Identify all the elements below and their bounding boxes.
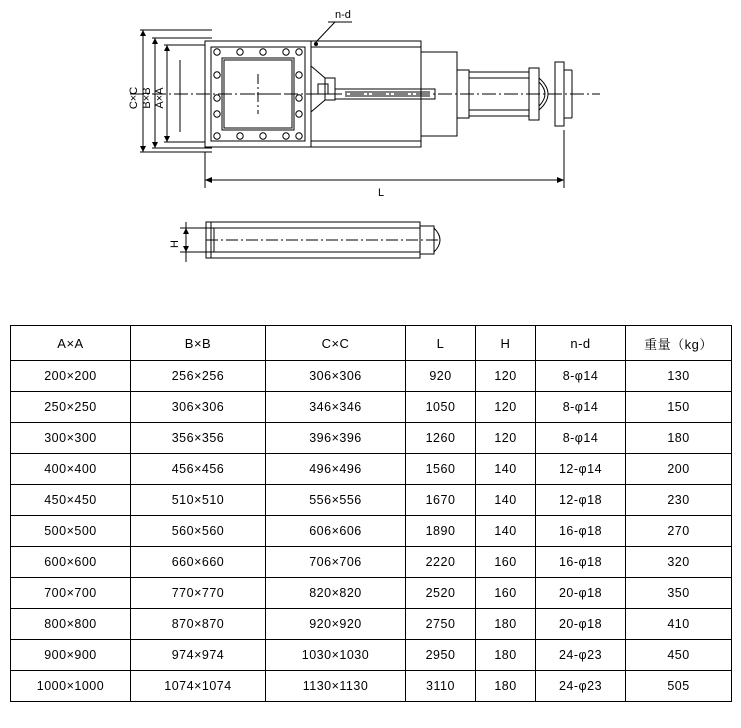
- cell-nd: 8-φ14: [536, 423, 626, 454]
- cell-weight: 200: [626, 454, 732, 485]
- cell-axa: 250×250: [11, 392, 131, 423]
- cell-h: 180: [476, 640, 536, 671]
- cell-cxc: 346×346: [266, 392, 406, 423]
- cell-bxb: 1074×1074: [131, 671, 266, 702]
- cell-l: 2950: [406, 640, 476, 671]
- cell-nd: 12-φ14: [536, 454, 626, 485]
- cell-axa: 900×900: [11, 640, 131, 671]
- col-header-axa: A×A: [11, 326, 131, 361]
- cell-axa: 200×200: [11, 361, 131, 392]
- cell-l: 1670: [406, 485, 476, 516]
- cell-axa: 700×700: [11, 578, 131, 609]
- cell-nd: 24-φ23: [536, 671, 626, 702]
- cell-weight: 150: [626, 392, 732, 423]
- col-header-l: L: [406, 326, 476, 361]
- cell-bxb: 770×770: [131, 578, 266, 609]
- cell-bxb: 660×660: [131, 547, 266, 578]
- table-row: [11, 671, 732, 702]
- cell-weight: 410: [626, 609, 732, 640]
- label-h: H: [169, 240, 181, 248]
- label-l: L: [377, 187, 385, 199]
- cell-axa: 1000×1000: [11, 671, 131, 702]
- cell-weight: 230: [626, 485, 732, 516]
- cell-cxc: 706×706: [266, 547, 406, 578]
- label-bxb: B×B: [141, 87, 153, 109]
- cell-l: 2750: [406, 609, 476, 640]
- cell-bxb: 510×510: [131, 485, 266, 516]
- cell-nd: 20-φ18: [536, 609, 626, 640]
- cell-h: 180: [476, 609, 536, 640]
- technical-drawing: [0, 0, 741, 310]
- label-n-d: n-d: [335, 9, 351, 21]
- label-cxc: C×C: [128, 86, 140, 110]
- col-header-cxc: C×C: [266, 326, 406, 361]
- cell-cxc: 496×496: [266, 454, 406, 485]
- cell-bxb: 306×306: [131, 392, 266, 423]
- cell-axa: 600×600: [11, 547, 131, 578]
- table-row: [11, 516, 732, 547]
- cell-h: 120: [476, 361, 536, 392]
- table-row: [11, 392, 732, 423]
- table-row: [11, 454, 732, 485]
- cell-l: 2520: [406, 578, 476, 609]
- table-row: [11, 609, 732, 640]
- cell-h: 180: [476, 671, 536, 702]
- cell-cxc: 1130×1130: [266, 671, 406, 702]
- cell-l: 920: [406, 361, 476, 392]
- cell-l: 3110: [406, 671, 476, 702]
- cell-h: 140: [476, 516, 536, 547]
- col-header-h: H: [476, 326, 536, 361]
- cell-axa: 400×400: [11, 454, 131, 485]
- valve-drawing-svg: [0, 0, 741, 310]
- cell-h: 140: [476, 485, 536, 516]
- cell-cxc: 920×920: [266, 609, 406, 640]
- cell-axa: 450×450: [11, 485, 131, 516]
- spec-table-container: [10, 325, 731, 702]
- cell-h: 120: [476, 423, 536, 454]
- cell-nd: 20-φ18: [536, 578, 626, 609]
- cell-bxb: 356×356: [131, 423, 266, 454]
- cell-weight: 505: [626, 671, 732, 702]
- cell-weight: 320: [626, 547, 732, 578]
- table-row: [11, 640, 732, 671]
- cell-bxb: 560×560: [131, 516, 266, 547]
- cell-bxb: 870×870: [131, 609, 266, 640]
- cell-nd: 16-φ18: [536, 516, 626, 547]
- cell-h: 120: [476, 392, 536, 423]
- cell-l: 1890: [406, 516, 476, 547]
- cell-nd: 8-φ14: [536, 392, 626, 423]
- cell-h: 160: [476, 547, 536, 578]
- col-header-bxb: B×B: [131, 326, 266, 361]
- cell-bxb: 256×256: [131, 361, 266, 392]
- cell-nd: 24-φ23: [536, 640, 626, 671]
- cell-l: 1050: [406, 392, 476, 423]
- cell-cxc: 820×820: [266, 578, 406, 609]
- cell-nd: 8-φ14: [536, 361, 626, 392]
- cell-cxc: 396×396: [266, 423, 406, 454]
- col-header-weight: 重量（kg）: [626, 326, 732, 361]
- cell-axa: 500×500: [11, 516, 131, 547]
- cell-h: 160: [476, 578, 536, 609]
- table-row: [11, 485, 732, 516]
- cell-nd: 12-φ18: [536, 485, 626, 516]
- cell-bxb: 974×974: [131, 640, 266, 671]
- cell-h: 140: [476, 454, 536, 485]
- cell-l: 1260: [406, 423, 476, 454]
- table-row: [11, 547, 732, 578]
- col-header-nd: n-d: [536, 326, 626, 361]
- cell-weight: 270: [626, 516, 732, 547]
- cell-l: 2220: [406, 547, 476, 578]
- cell-l: 1560: [406, 454, 476, 485]
- label-axa: A×A: [154, 87, 166, 109]
- table-row: [11, 423, 732, 454]
- cell-weight: 350: [626, 578, 732, 609]
- cell-weight: 130: [626, 361, 732, 392]
- table-row: [11, 578, 732, 609]
- cell-axa: 300×300: [11, 423, 131, 454]
- cell-weight: 180: [626, 423, 732, 454]
- cell-axa: 800×800: [11, 609, 131, 640]
- cell-cxc: 306×306: [266, 361, 406, 392]
- cell-cxc: 1030×1030: [266, 640, 406, 671]
- table-row: [11, 361, 732, 392]
- cell-cxc: 606×606: [266, 516, 406, 547]
- cell-weight: 450: [626, 640, 732, 671]
- spec-table: [10, 325, 732, 702]
- cell-nd: 16-φ18: [536, 547, 626, 578]
- table-header-row: [11, 326, 732, 361]
- cell-cxc: 556×556: [266, 485, 406, 516]
- cell-bxb: 456×456: [131, 454, 266, 485]
